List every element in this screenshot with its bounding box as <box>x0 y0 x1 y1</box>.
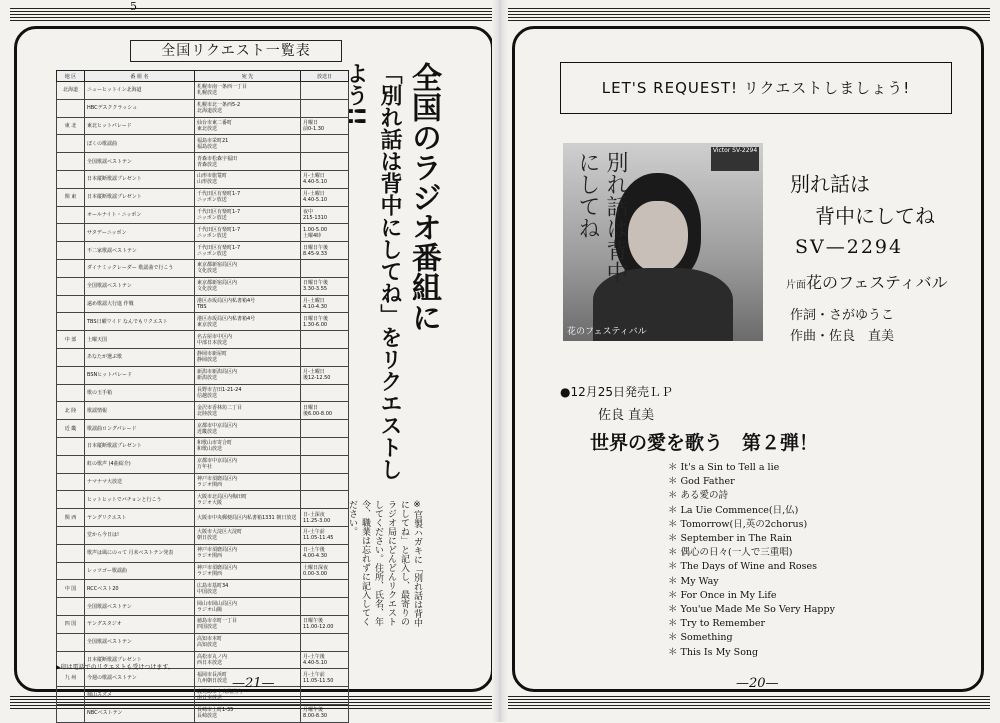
time-cell <box>301 437 349 455</box>
time-cell <box>301 491 349 509</box>
time-cell: 日曜日 後6.00-8.00 <box>301 402 349 420</box>
table-header-row <box>57 71 349 82</box>
b-side-label: 片面 <box>786 280 806 291</box>
time-cell: 月曜午後 8.00-8.30 <box>301 704 349 722</box>
region-cell <box>57 313 85 331</box>
region-cell: 四 国 <box>57 615 85 633</box>
headline-vertical <box>343 62 441 482</box>
table-row <box>57 242 349 260</box>
time-cell: 1.00-5.00 土曜4時 <box>301 224 349 242</box>
time-cell: 月-土午前 11.05-11.50 <box>301 669 349 687</box>
station-cell: 長崎市上町1-35 長崎放送 <box>195 704 301 722</box>
page-gutter <box>492 0 508 722</box>
region-cell <box>57 206 85 224</box>
table-row <box>57 188 349 206</box>
region-cell <box>57 455 85 473</box>
time-cell <box>301 455 349 473</box>
time-cell: 月-土曜日 4.40-5.10 <box>301 188 349 206</box>
station-cell: 港区赤坂局区内私書箱4号 TBS <box>195 295 301 313</box>
station-cell: 札幌市北一条西5-2 北海道放送 <box>195 99 301 117</box>
region-cell <box>57 491 85 509</box>
station-cell: 福岡市長浜町 九州朝日放送 <box>195 669 301 687</box>
program-cell: 歌謡情報 <box>85 402 195 420</box>
table-row <box>57 562 349 580</box>
program-cell: 歌の玉手箱 <box>85 384 195 402</box>
table-row <box>57 598 349 616</box>
region-cell <box>57 384 85 402</box>
track-item: ＊ For Once in My Life <box>668 589 835 603</box>
table-row <box>57 153 349 171</box>
station-cell: 広島市基町34 中国放送 <box>195 580 301 598</box>
region-cell <box>57 135 85 153</box>
time-cell <box>301 580 349 598</box>
program-cell: TBS日曜ワイド なんでもリクエスト <box>85 313 195 331</box>
time-cell <box>301 687 349 705</box>
station-cell: 神戸市須磨局区内 ラジオ関西 <box>195 544 301 562</box>
track-item: ＊ ある愛の詩 <box>668 489 835 503</box>
jacket-label: Victor SV-2294 <box>711 147 759 171</box>
region-cell <box>57 704 85 722</box>
station-cell: 大阪市大淀区大淀町 朝日放送 <box>195 526 301 544</box>
table-row <box>57 384 349 402</box>
program-cell: 全国歌謡ベストテン <box>85 153 195 171</box>
station-cell: 福島市栄町21 福島放送 <box>195 135 301 153</box>
request-list-title: 全国リクエスト一覧表 <box>130 40 342 62</box>
table-row <box>57 633 349 651</box>
region-cell <box>57 99 85 117</box>
time-cell: 日-土午後 4.00-4.30 <box>301 544 349 562</box>
program-cell: HBCデスククラッシュ <box>85 99 195 117</box>
region-cell <box>57 562 85 580</box>
time-cell <box>301 598 349 616</box>
track-item: ＊ My Way <box>668 575 835 589</box>
station-cell: 鹿児島市中央局区内 南日本放送 <box>195 687 301 705</box>
program-cell: 日本縦断歌謡プレゼント <box>85 170 195 188</box>
region-cell <box>57 598 85 616</box>
catalog-number: SV—2294 <box>795 236 904 258</box>
region-cell <box>57 295 85 313</box>
table-row <box>57 99 349 117</box>
table-row <box>57 259 349 277</box>
program-cell: サタデーニッポン <box>85 224 195 242</box>
column-header: 番 組 名 <box>85 71 195 82</box>
station-cell: 大阪市中央郵便局区内私書箱1331 朝日放送 <box>195 509 301 527</box>
program-cell: ヤングリクエスト <box>85 509 195 527</box>
table-row <box>57 509 349 527</box>
jacket-title: 別れ話は背中にしてね <box>575 151 628 283</box>
table-row <box>57 687 349 705</box>
table-row <box>57 277 349 295</box>
table-row <box>57 313 349 331</box>
station-cell: 仙台市東二番町 東北放送 <box>195 117 301 135</box>
time-cell: 月-土午後 4.40-5.10 <box>301 651 349 669</box>
time-cell: 夜中 215-1310 <box>301 206 349 224</box>
table-row <box>57 491 349 509</box>
time-cell <box>301 348 349 366</box>
singer-face <box>628 201 688 273</box>
program-cell: 日本縦断歌謡プレゼント <box>85 188 195 206</box>
table-row <box>57 82 349 100</box>
region-cell: 北 陸 <box>57 402 85 420</box>
table-body <box>57 82 349 723</box>
station-cell: 静岡市新屋町 静岡放送 <box>195 348 301 366</box>
station-cell: 高知市本町 高知放送 <box>195 633 301 651</box>
program-cell: 全国歌謡ベストテン <box>85 277 195 295</box>
track-item: ＊ Try to Remember <box>668 617 835 631</box>
time-cell: 月-土曜日 4.10-4.30 <box>301 295 349 313</box>
region-cell <box>57 277 85 295</box>
table-row <box>57 170 349 188</box>
lp-release-date: ●12月25日発売ＬＰ <box>560 385 674 399</box>
station-cell: 青森市松森字福田 青森放送 <box>195 153 301 171</box>
region-cell <box>57 348 85 366</box>
program-cell: RCCベスト20 <box>85 580 195 598</box>
region-cell <box>57 259 85 277</box>
track-item: ＊ Tomorrow(日,英の2chorus) <box>668 518 835 532</box>
station-cell: 名古屋市中区内 中部日本放送 <box>195 331 301 349</box>
region-cell <box>57 473 85 491</box>
radio-program-table <box>56 70 349 723</box>
request-banner: LET'S REQUEST! リクエストしましょう! <box>560 62 952 114</box>
program-cell: 東北ヒットパレード <box>85 117 195 135</box>
program-cell: BSNヒットパレード <box>85 366 195 384</box>
headline-line1: 全国のラジオ番組に <box>406 62 441 332</box>
program-cell: 歌謡曲ロングパレード <box>85 420 195 438</box>
region-cell: 近 畿 <box>57 420 85 438</box>
program-cell: 堂から今日は! <box>85 526 195 544</box>
table-row <box>57 135 349 153</box>
program-cell: 全国歌謡ベストテン <box>85 633 195 651</box>
table-row <box>57 669 349 687</box>
station-cell: 金沢市香林坊二丁目 北陸放送 <box>195 402 301 420</box>
station-cell: 大阪市北局区内梅田町 ラジオ大阪 <box>195 491 301 509</box>
table-row <box>57 437 349 455</box>
program-cell: 土曜天国 <box>85 331 195 349</box>
station-cell: 高松市丸ノ内 西日本放送 <box>195 651 301 669</box>
staff-number: 5 <box>130 0 137 13</box>
lp-artist: 佐良 直美 <box>598 408 655 423</box>
station-cell: 神戸市須磨局区内 ラジオ関西 <box>195 562 301 580</box>
table-row <box>57 331 349 349</box>
program-cell: 日本縦断歌謡プレゼント <box>85 437 195 455</box>
program-cell: NBCベストテン <box>85 704 195 722</box>
table-row <box>57 455 349 473</box>
region-cell <box>57 633 85 651</box>
time-cell: 日曜日午後 3.30-3.55 <box>301 277 349 295</box>
table-row <box>57 295 349 313</box>
program-cell: レッツゴー歌謡曲 <box>85 562 195 580</box>
station-cell: 札幌市南一条西一丁目 札幌放送 <box>195 82 301 100</box>
region-cell <box>57 242 85 260</box>
table-row <box>57 348 349 366</box>
region-cell: 関 西 <box>57 509 85 527</box>
time-cell <box>301 633 349 651</box>
region-cell <box>57 544 85 562</box>
table-row <box>57 615 349 633</box>
time-cell: 月-土曜日 4.40-5.10 <box>301 170 349 188</box>
program-cell: 虹の歌声 (4曲紹介) <box>85 455 195 473</box>
track-item: ＊ 偶心の日々(一人で三重唱) <box>668 546 835 560</box>
table-row <box>57 580 349 598</box>
time-cell <box>301 259 349 277</box>
lp-album-title: 世界の愛を歌う 第２弾！ <box>590 432 819 454</box>
time-cell: 日曜日午後 1.30-6.00 <box>301 313 349 331</box>
record-jacket-photo <box>563 143 763 341</box>
song-title-line1: 別れ話は <box>790 172 870 196</box>
time-cell <box>301 331 349 349</box>
track-list <box>668 461 835 660</box>
region-cell: 中 国 <box>57 580 85 598</box>
station-cell: 千代田区有楽町1-7 ニッポン放送 <box>195 242 301 260</box>
composer-credit: 作曲・佐良 直美 <box>790 329 895 344</box>
time-cell <box>301 135 349 153</box>
region-cell <box>57 437 85 455</box>
program-cell: ナマナマ大放送 <box>85 473 195 491</box>
program-cell: ぼくの歌謡曲 <box>85 135 195 153</box>
station-cell: 港区赤坂局区内私書箱4号 東京放送 <box>195 313 301 331</box>
track-item: ＊ La Uie Commence(日,仏) <box>668 504 835 518</box>
program-cell: 全国歌謡ベストテン <box>85 598 195 616</box>
lyricist-credit: 作詞・さがゆうこ <box>790 308 895 323</box>
station-cell: 千代田区有楽町1-7 ニッポン放送 <box>195 224 301 242</box>
program-cell: 不二家歌謡ベストテン <box>85 242 195 260</box>
headline-line2: 「別れ話は背中にしてね」をリクエストしよう!! <box>343 62 402 480</box>
b-side-title: 花のフェスティバル <box>806 273 948 292</box>
page-number-right: —20— <box>736 676 779 691</box>
station-cell: 徳島市幸町一丁目 四国放送 <box>195 615 301 633</box>
region-cell <box>57 366 85 384</box>
station-cell: 新潟市新潟局区内 新潟放送 <box>195 366 301 384</box>
region-cell: 中 部 <box>57 331 85 349</box>
station-cell: 京都市中京局区内 近畿放送 <box>195 420 301 438</box>
program-cell: ヒットヒットでパチョンと行こう <box>85 491 195 509</box>
table-row <box>57 420 349 438</box>
column-header: 放送日 <box>301 71 349 82</box>
column-header: 宛 先 <box>195 71 301 82</box>
region-cell: 関 東 <box>57 188 85 206</box>
station-cell: 東京都新宿局区内 文化放送 <box>195 259 301 277</box>
column-header: 地 区 <box>57 71 85 82</box>
time-cell: 日曜午後 11.00-12.00 <box>301 615 349 633</box>
program-cell: オールナイト・ニッポン <box>85 206 195 224</box>
region-cell <box>57 526 85 544</box>
region-cell <box>57 687 85 705</box>
station-cell: 東京都新宿局区内 文化放送 <box>195 277 301 295</box>
track-item: ＊ It's a Sin to Tell a lie <box>668 461 835 475</box>
region-cell: 九 州 <box>57 669 85 687</box>
program-cell: 歌声は風にのって 月末ベストテン発表 <box>85 544 195 562</box>
station-cell: 長野市吉田1-21-24 信越放送 <box>195 384 301 402</box>
track-item: ＊ God Father <box>668 475 835 489</box>
track-item: ＊ You'ue Made Me So Very Happy <box>668 603 835 617</box>
song-title-line2: 背中にしてね <box>815 204 935 228</box>
table-row <box>57 544 349 562</box>
station-cell: 千代田区有楽町1-7 ニッポン放送 <box>195 188 301 206</box>
station-cell: 京都市中京局区内 万年社 <box>195 455 301 473</box>
time-cell: 土曜日深夜 0.00-3.00 <box>301 562 349 580</box>
time-cell: 日-土深夜 11.25-3.00 <box>301 509 349 527</box>
table-row <box>57 704 349 722</box>
region-cell: 北海道 <box>57 82 85 100</box>
station-cell: 岡山市岡山局区内 ラジオ山陽 <box>195 598 301 616</box>
time-cell: 月-土午前 11.05-11.45 <box>301 526 349 544</box>
b-side <box>786 270 948 293</box>
time-cell: 月-土曜日 後12-12.50 <box>301 366 349 384</box>
time-cell <box>301 153 349 171</box>
region-cell <box>57 224 85 242</box>
program-cell: 今週の歌謡ベストテン <box>85 669 195 687</box>
table-row <box>57 402 349 420</box>
table-row <box>57 117 349 135</box>
time-cell: 日曜日午後 8.45-9.33 <box>301 242 349 260</box>
track-item: ＊ September in The Rain <box>668 532 835 546</box>
program-cell: ヤングスタジオ <box>85 615 195 633</box>
station-cell: 千代田区有楽町1-7 ニッポン放送 <box>195 206 301 224</box>
station-cell: 山形市旅篭町 山形放送 <box>195 170 301 188</box>
program-cell: 城山スズメ <box>85 687 195 705</box>
request-note: ※官製ハガキに「別れ話は背中にしてね」と記入し、最寄りのラジオ局にどんどんリクエストしてください。住所、氏名、年令、職業は忘れずに記入してください。 <box>347 500 422 627</box>
time-cell <box>301 473 349 491</box>
table-row <box>57 473 349 491</box>
table-row <box>57 526 349 544</box>
program-cell: 遠め歌謡大行進 作戦 <box>85 295 195 313</box>
time-cell <box>301 384 349 402</box>
time-cell: 月曜日 前0-1.30 <box>301 117 349 135</box>
track-item: ＊ This Is My Song <box>668 646 835 660</box>
track-item: ＊ The Days of Wine and Roses <box>668 560 835 574</box>
table-row <box>57 366 349 384</box>
time-cell <box>301 420 349 438</box>
track-item: ＊ Something <box>668 631 835 645</box>
region-cell: 東 北 <box>57 117 85 135</box>
jacket-caption: 花のフェスティバル <box>567 327 647 337</box>
table-footnote: ▶印は電話でのリクエストも受けつけます。 <box>56 664 174 671</box>
region-cell <box>57 170 85 188</box>
station-cell: 和歌山市寄合町 和歌山放送 <box>195 437 301 455</box>
program-cell: あなたが選ぶ歌 <box>85 348 195 366</box>
program-cell: ニューヒットイン北海道 <box>85 82 195 100</box>
page-number-left: —21— <box>232 676 275 691</box>
program-cell: 日本縦断歌謡プレゼント <box>85 651 195 669</box>
station-cell: 神戸市須磨局区内 ラジオ関西 <box>195 473 301 491</box>
program-cell: ダイナミックレーダー 歌謡曲で行こう <box>85 259 195 277</box>
table-row <box>57 206 349 224</box>
table-row <box>57 224 349 242</box>
region-cell <box>57 153 85 171</box>
